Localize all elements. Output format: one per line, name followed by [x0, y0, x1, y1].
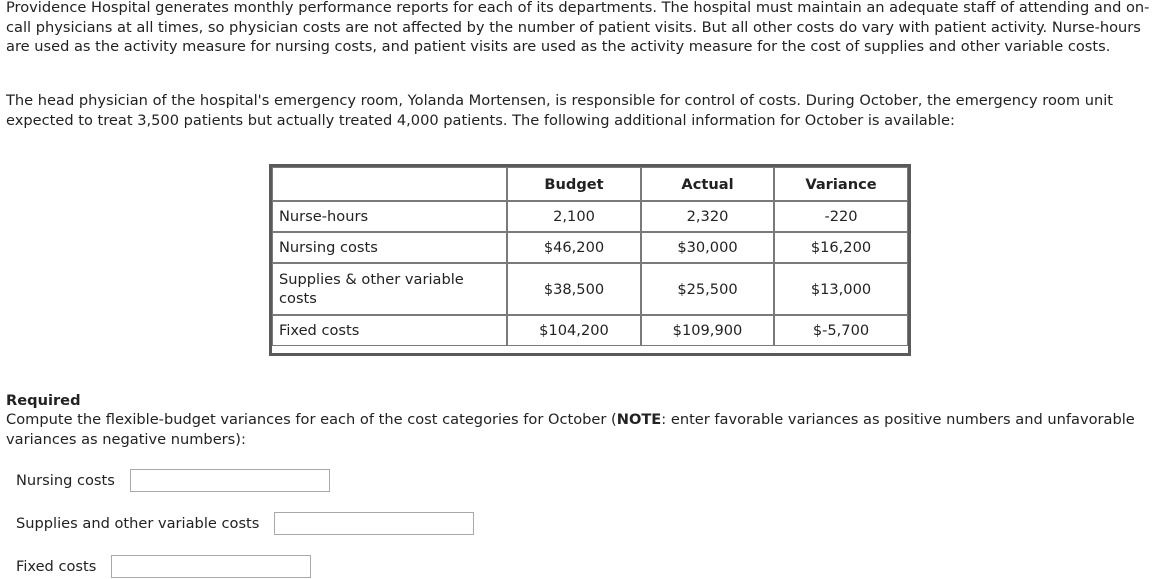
- budget-cell: $46,200: [507, 232, 641, 263]
- variance-cell: -220: [774, 201, 908, 232]
- variance-cell: $-5,700: [774, 315, 908, 346]
- note-label: NOTE: [616, 411, 662, 428]
- intro-paragraph-2: The head physician of the hospital's emergency room, Yolanda Mortensen, is responsible for control of costs. During October, the emergency room unit expected to treat 3,500 patients but actually treated 4,000 patients. The following additional information for October is available:: [6, 92, 1113, 129]
- row-label: Fixed costs: [272, 315, 507, 346]
- required-heading: Required: [6, 392, 81, 409]
- budget-cell: $104,200: [507, 315, 641, 346]
- row-label: Supplies & other variable costs: [272, 263, 507, 315]
- nursing-costs-input[interactable]: [130, 469, 330, 492]
- instruction-text-start: Compute the flexible-budget variances for each of the cost categories for October (: [6, 411, 617, 428]
- actual-cell: $30,000: [641, 232, 774, 263]
- nursing-costs-label: Nursing costs: [16, 472, 115, 489]
- header-blank: [272, 167, 507, 201]
- table-row: [272, 263, 908, 315]
- supplies-costs-label: Supplies and other variable costs: [16, 515, 260, 532]
- table-row: [272, 232, 908, 263]
- fixed-costs-label: Fixed costs: [16, 558, 97, 575]
- variance-cell: $13,000: [774, 263, 908, 315]
- nursing-costs-row: [16, 469, 330, 492]
- actual-cell: 2,320: [641, 201, 774, 232]
- required-instructions: [6, 410, 1168, 449]
- budget-cell: $38,500: [507, 263, 641, 315]
- header-actual: Actual: [641, 167, 774, 201]
- table-row: [272, 315, 908, 346]
- row-label: Nurse-hours: [272, 201, 507, 232]
- intro-paragraph-1: Providence Hospital generates monthly performance reports for each of its departments. The hospital must maintain an adequate staff of attending and on-call physicians at all times, so physician costs are not affected by the number of patient visits. But all other costs do vary with patient activity. Nurse-hours are used as the activity measure for nursing costs, and patient visits are used as the activity measure for the cost of supplies and other variable costs.: [6, 0, 1150, 55]
- supplies-costs-row: [16, 512, 474, 535]
- header-variance: Variance: [774, 167, 908, 201]
- budget-table: [269, 164, 911, 356]
- budget-cell: 2,100: [507, 201, 641, 232]
- variance-cell: $16,200: [774, 232, 908, 263]
- fixed-costs-row: [16, 555, 311, 578]
- fixed-costs-input[interactable]: [111, 555, 311, 578]
- table-header-row: [272, 167, 908, 201]
- supplies-costs-input[interactable]: [274, 512, 474, 535]
- table-row: [272, 201, 908, 232]
- row-label: Nursing costs: [272, 232, 507, 263]
- actual-cell: $25,500: [641, 263, 774, 315]
- instruction-text-end: : enter favorable variances as positive numbers and unfavorable variances as negative numbers):: [6, 411, 1135, 448]
- header-budget: Budget: [507, 167, 641, 201]
- actual-cell: $109,900: [641, 315, 774, 346]
